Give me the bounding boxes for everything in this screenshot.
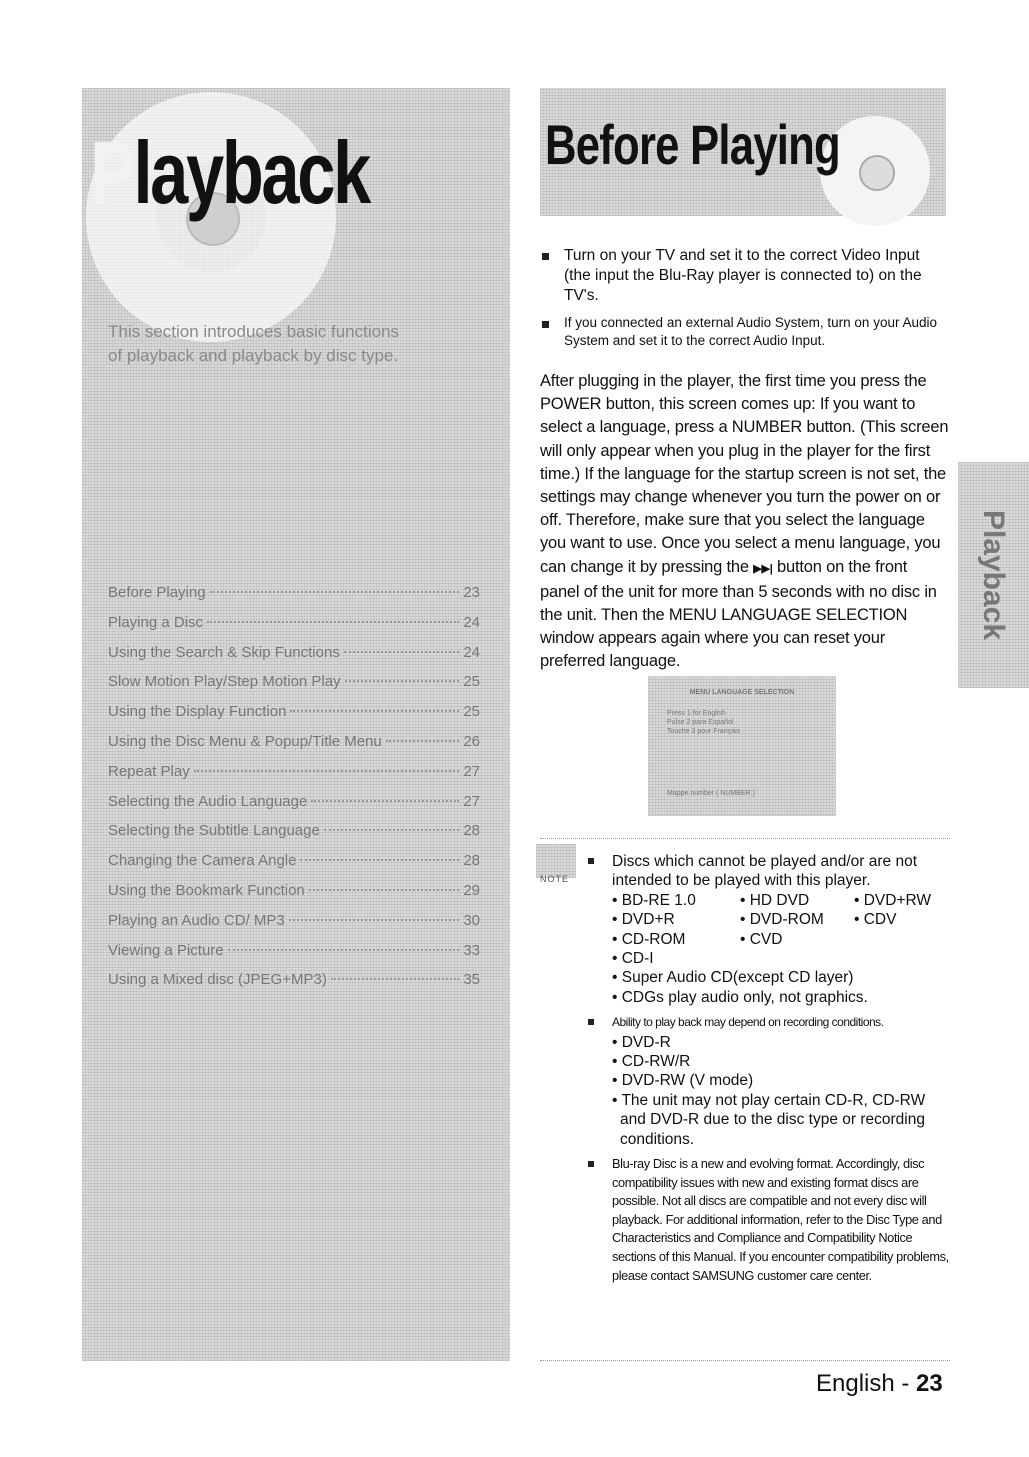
disc-type: • CVD bbox=[740, 930, 783, 948]
footer-page-number: 23 bbox=[916, 1370, 943, 1397]
toc-leader-dots bbox=[311, 800, 459, 802]
toc-leader-dots bbox=[331, 978, 459, 980]
note-divider-top bbox=[540, 838, 950, 839]
bullet-text: If you connected an external Audio System, turn on your Audio System and set it to the correct Audio Input. bbox=[564, 315, 937, 348]
disc-type: • The unit may not play certain CD-R, CD-RW and DVD-R due to the disc type or recording conditions. bbox=[612, 1091, 926, 1148]
toc-label: Using the Disc Menu & Popup/Title Menu bbox=[108, 732, 382, 750]
toc-label: Viewing a Picture bbox=[108, 941, 224, 959]
disc-row bbox=[612, 930, 952, 949]
screen-option: Touche 3 pour Français bbox=[667, 728, 741, 735]
chapter-side-tab-label: Playback bbox=[977, 509, 1011, 641]
toc-item bbox=[108, 882, 480, 912]
toc-page-number: 29 bbox=[463, 881, 480, 899]
chapter-side-tab-label-wrap bbox=[958, 462, 1029, 688]
toc-item bbox=[108, 971, 480, 1001]
note-text: Blu-ray Disc is a new and evolving format. Accordingly, disc compatibility issues with new and existing format discs are possible. Not all discs are compatible and not every disc will playback. For additional information, refer to the Disc Type and Characteristics and Compliance and Compatibility Notice sections of this Manual. If you encounter compatibility problems, please contact SAMSUNG customer care center. bbox=[612, 1156, 949, 1283]
page-number bbox=[816, 1370, 943, 1398]
bullet-item bbox=[540, 314, 950, 350]
toc-item bbox=[108, 912, 480, 942]
toc-page-number: 30 bbox=[463, 911, 480, 929]
toc-page-number: 28 bbox=[463, 822, 480, 840]
disc-type: • DVD+RW bbox=[854, 891, 932, 909]
page-heading: Before Playing bbox=[545, 113, 840, 176]
toc-label: Selecting the Subtitle Language bbox=[108, 822, 320, 840]
toc-page-number: 28 bbox=[463, 852, 480, 870]
setup-bullets bbox=[540, 246, 950, 358]
body-text-part2: button on the front panel of the unit for more than 5 seconds with no disc in the unit. Then the MENU LANGUAGE SELECTION window appears again where you can reset your preferred language. bbox=[540, 557, 937, 671]
section-title-rest: layback bbox=[133, 123, 369, 222]
note-item bbox=[612, 1155, 952, 1285]
disc-type: • DVD-R bbox=[612, 1033, 671, 1051]
toc-leader-dots bbox=[386, 740, 460, 742]
toc-label: Playing a Disc bbox=[108, 613, 204, 631]
bullet-item bbox=[540, 246, 950, 306]
note-item bbox=[612, 1013, 952, 1149]
toc-item bbox=[108, 733, 480, 763]
screen-option: Pulse 2 para Español bbox=[667, 719, 734, 726]
disc-row bbox=[612, 891, 952, 910]
bullet-square-icon bbox=[542, 321, 549, 328]
body-text-part1: After plugging in the player, the first time you press the POWER button, this screen comes up: If you want to select a language, press a NUMBER button. (This screen will only appear when you plug in the player for the first time.) If the language for the startup screen is not set, the settings may change whenever you turn the power on or off. Therefore, make sure that you select the language you want to use. Once you select a menu language, you can change it by pressing the bbox=[540, 372, 949, 576]
toc-label: Playing an Audio CD/ MP3 bbox=[108, 911, 285, 929]
toc-page-number: 24 bbox=[463, 643, 480, 661]
toc-page-number: 35 bbox=[463, 971, 480, 989]
toc-label: Repeat Play bbox=[108, 762, 190, 780]
toc-label: Selecting the Audio Language bbox=[108, 792, 308, 810]
disc-type: • CDGs play audio only, not graphics. bbox=[612, 988, 868, 1006]
disc-type: • DVD-ROM bbox=[740, 911, 824, 929]
section-intro: This section introduces basic functions of playback and playback by disc type. bbox=[108, 322, 400, 365]
note-item bbox=[612, 852, 952, 1007]
note-label: NOTE bbox=[540, 874, 570, 884]
toc-leader-dots bbox=[290, 710, 459, 712]
screen-options bbox=[667, 709, 740, 736]
disc-type: • CD-RW/R bbox=[612, 1053, 691, 1071]
section-title-initial: P bbox=[90, 123, 134, 222]
body-paragraph bbox=[540, 370, 950, 674]
note-text: Discs which cannot be played and/or are not intended to be played with this player. bbox=[612, 853, 918, 890]
toc-item bbox=[108, 942, 480, 972]
disc-type: • DVD+R bbox=[612, 911, 675, 929]
toc-page-number: 25 bbox=[463, 703, 480, 721]
disc-type: • CDV bbox=[854, 911, 897, 929]
toc-page-number: 24 bbox=[463, 613, 480, 631]
disc-row bbox=[612, 910, 952, 929]
toc-leader-dots bbox=[194, 770, 460, 772]
footer-language: English - bbox=[816, 1370, 910, 1397]
toc-label: Slow Motion Play/Step Motion Play bbox=[108, 673, 341, 691]
toc-item bbox=[108, 703, 480, 733]
toc-item bbox=[108, 584, 480, 614]
toc-page-number: 33 bbox=[463, 941, 480, 959]
toc-label: Using a Mixed disc (JPEG+MP3) bbox=[108, 971, 327, 989]
note-text: Ability to play back may depend on recording conditions. bbox=[612, 1015, 884, 1030]
note-divider-bottom bbox=[540, 1360, 950, 1361]
table-of-contents bbox=[108, 584, 480, 1001]
note-icon bbox=[536, 844, 576, 878]
toc-item bbox=[108, 852, 480, 882]
disc-type: • BD-RE 1.0 bbox=[612, 891, 696, 909]
toc-item bbox=[108, 793, 480, 823]
bullet-square-icon bbox=[588, 1019, 594, 1025]
toc-page-number: 27 bbox=[463, 792, 480, 810]
language-selection-screen bbox=[648, 676, 836, 816]
toc-leader-dots bbox=[300, 859, 459, 861]
toc-item bbox=[108, 673, 480, 703]
toc-page-number: 25 bbox=[463, 673, 480, 691]
note-list bbox=[612, 852, 952, 1291]
bullet-square-icon bbox=[588, 858, 594, 864]
disc-type: • HD DVD bbox=[740, 891, 810, 909]
screen-title: MENU LANGUAGE SELECTION bbox=[689, 689, 795, 696]
toc-page-number: 23 bbox=[463, 584, 480, 601]
toc-leader-dots bbox=[309, 889, 460, 891]
section-title bbox=[90, 122, 369, 224]
toc-leader-dots bbox=[345, 680, 460, 682]
toc-page-number: 26 bbox=[463, 732, 480, 750]
toc-item bbox=[108, 763, 480, 793]
screen-option: Press 1 for English bbox=[667, 710, 726, 717]
toc-leader-dots bbox=[344, 651, 460, 653]
toc-label: Using the Bookmark Function bbox=[108, 881, 305, 899]
toc-label: Using the Display Function bbox=[108, 703, 287, 721]
skip-forward-icon: ▶▶| bbox=[753, 562, 773, 575]
disc-type: • Super Audio CD(except CD layer) bbox=[612, 969, 854, 987]
toc-leader-dots bbox=[289, 919, 460, 921]
screen-footer: Mappe number ( NUMBER ) bbox=[667, 790, 755, 797]
toc-label: Using the Search & Skip Functions bbox=[108, 643, 340, 661]
bullet-text: Turn on your TV and set it to the correct Video Input (the input the Blu-Ray player is connected to) on the TV's. bbox=[564, 247, 922, 304]
toc-leader-dots bbox=[210, 591, 460, 593]
toc-label: Changing the Camera Angle bbox=[108, 852, 297, 870]
toc-page-number: 27 bbox=[463, 762, 480, 780]
disc-type: • CD-I bbox=[612, 950, 654, 968]
toc-leader-dots bbox=[324, 829, 459, 831]
bullet-square-icon bbox=[542, 253, 549, 260]
toc-item bbox=[108, 644, 480, 674]
toc-item bbox=[108, 822, 480, 852]
disc-type: • CD-ROM bbox=[612, 930, 686, 948]
toc-leader-dots bbox=[228, 949, 460, 951]
disc-type: • DVD-RW (V mode) bbox=[612, 1072, 754, 1090]
bullet-square-icon bbox=[588, 1161, 594, 1167]
toc-leader-dots bbox=[207, 621, 459, 623]
toc-item bbox=[108, 614, 480, 644]
heading-disc-hole bbox=[859, 155, 895, 191]
toc-label: Before Playing bbox=[108, 584, 206, 601]
